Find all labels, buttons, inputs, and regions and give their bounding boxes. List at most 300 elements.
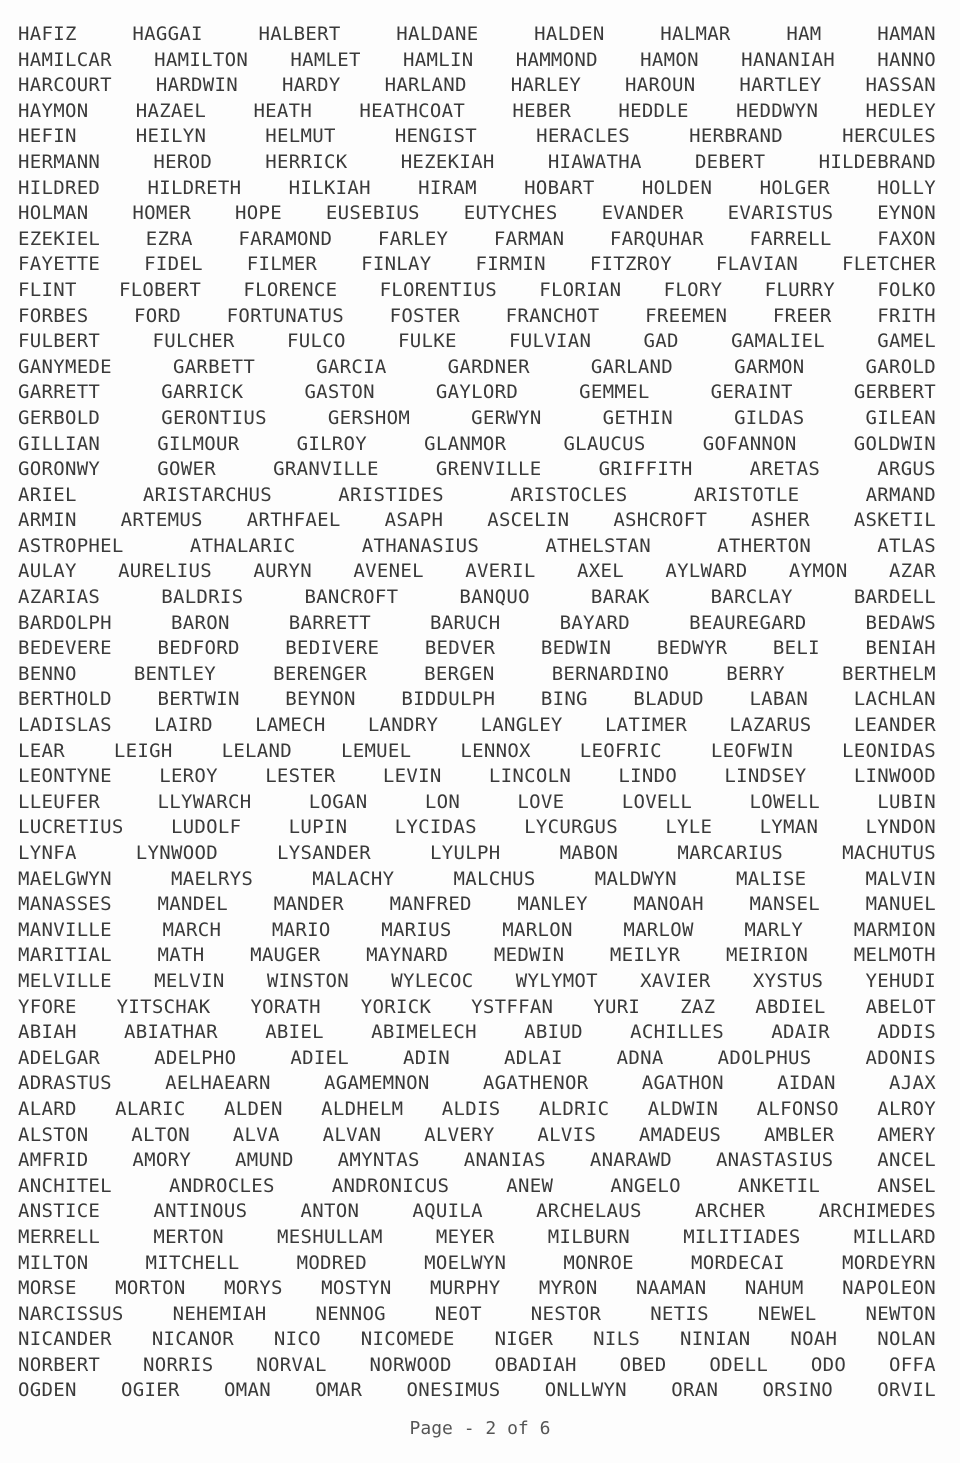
name-line: [18, 1327, 936, 1353]
name-entry: BANCROFT: [304, 586, 399, 609]
name-entry: FOSTER: [389, 304, 461, 327]
name-entry: HOLMAN: [18, 202, 89, 225]
name-entry: LINWOOD: [853, 765, 936, 788]
name-line: [18, 1071, 936, 1097]
name-entry: LLYWARCH: [157, 790, 252, 813]
name-line: [18, 687, 936, 713]
name-entry: LEANDER: [853, 714, 936, 737]
name-entry: ARISTOTLE: [693, 483, 800, 506]
name-entry: ATHALARIC: [189, 534, 296, 557]
name-entry: HAMLET: [290, 48, 361, 71]
name-entry: ALDIS: [441, 1097, 501, 1120]
name-entry: ATHANASIUS: [361, 534, 480, 557]
name-entry: NORBERT: [18, 1353, 101, 1376]
name-entry: ABDIEL: [755, 995, 826, 1018]
name-entry: HILDRED: [18, 176, 101, 199]
name-entry: LYSANDER: [277, 842, 371, 864]
name-entry: FLORIAN: [539, 278, 622, 301]
name-entry: HEDLEY: [865, 99, 936, 122]
name-entry: ADNA: [616, 1046, 664, 1069]
name-entry: HASSAN: [865, 74, 936, 97]
name-entry: MYRON: [538, 1277, 598, 1300]
name-entry: ALDWIN: [647, 1097, 719, 1120]
name-entry: BARRETT: [288, 611, 371, 634]
name-entry: NOAH: [790, 1328, 838, 1351]
name-entry: HALDANE: [396, 23, 479, 45]
name-entry: ONLLWYN: [544, 1379, 627, 1402]
name-entry: ASHER: [751, 509, 810, 532]
name-entry: NARCISSUS: [18, 1302, 124, 1325]
name-entry: GILDAS: [734, 406, 805, 429]
name-entry: AVERIL: [465, 560, 536, 583]
name-entry: BERRY: [726, 662, 785, 685]
name-entry: MANUEL: [865, 893, 936, 916]
name-entry: GILEAN: [865, 406, 936, 429]
name-entry: GARMON: [734, 355, 805, 378]
name-entry: NORWOOD: [369, 1353, 452, 1376]
name-line: [18, 227, 936, 253]
name-entry: OFFA: [888, 1353, 936, 1376]
name-entry: LYMAN: [759, 816, 819, 839]
name-entry: LUBIN: [877, 790, 936, 813]
name-entry: ORAN: [671, 1379, 719, 1402]
name-entry: GLAUCUS: [563, 432, 646, 455]
name-entry: MEDWIN: [493, 944, 565, 967]
name-entry: ALVIS: [537, 1123, 597, 1146]
name-line: [18, 1148, 936, 1174]
name-entry: AZARIAS: [18, 586, 101, 609]
name-entry: MILTON: [18, 1251, 89, 1274]
name-entry: LEIGH: [113, 739, 173, 762]
name-entry: AJAX: [889, 1072, 936, 1095]
name-entry: AELHAEARN: [165, 1072, 271, 1095]
name-entry: NESTOR: [530, 1302, 602, 1325]
name-entry: OBADIAH: [494, 1353, 577, 1376]
name-entry: GANYMEDE: [18, 355, 112, 378]
name-line: [18, 457, 936, 483]
name-entry: HAMON: [640, 48, 699, 71]
name-entry: MARLOW: [623, 918, 694, 941]
name-entry: GARLAND: [590, 355, 674, 378]
name-entry: LAIRD: [154, 714, 213, 737]
name-entry: GILLIAN: [18, 432, 101, 455]
name-line: [18, 1174, 936, 1200]
name-entry: OMAN: [224, 1379, 271, 1402]
name-entry: GOLDWIN: [853, 432, 936, 455]
name-entry: ORVIL: [877, 1379, 936, 1402]
name-entry: ARMAND: [865, 483, 936, 506]
name-entry: LEVIN: [382, 765, 442, 788]
page-number: Page - 2 of 6: [409, 1418, 551, 1439]
name-line: [18, 1097, 936, 1123]
name-entry: ABIAH: [18, 1021, 77, 1044]
name-line: [18, 534, 936, 560]
name-entry: LYLE: [665, 816, 713, 839]
name-entry: HOLDEN: [641, 176, 713, 199]
name-line: [18, 355, 936, 381]
name-line: [18, 1378, 936, 1404]
name-entry: HAROUN: [625, 74, 696, 97]
name-entry: MORYS: [224, 1277, 283, 1300]
name-entry: AMUND: [234, 1149, 294, 1172]
name-entry: GARCIA: [316, 355, 387, 378]
name-entry: YORICK: [360, 995, 432, 1018]
name-entry: HEDDLE: [618, 99, 689, 122]
name-entry: ODELL: [709, 1353, 769, 1376]
name-entry: MALACHY: [312, 867, 395, 890]
name-entry: MELVILLE: [18, 969, 112, 992]
name-entry: GEMMEL: [579, 381, 650, 404]
name-entry: ANKETIL: [737, 1174, 821, 1197]
name-entry: GILROY: [296, 432, 368, 455]
name-entry: NIGER: [494, 1328, 554, 1351]
name-entry: OBED: [619, 1353, 667, 1376]
name-entry: NAAMAN: [636, 1277, 707, 1300]
name-entry: FULKE: [398, 330, 457, 353]
name-entry: MURPHY: [430, 1277, 501, 1300]
name-entry: MARLON: [502, 918, 573, 941]
name-entry: NAHUM: [744, 1277, 804, 1300]
name-entry: GARRETT: [18, 381, 101, 404]
name-entry: ODO: [810, 1353, 847, 1376]
name-entry: FAYETTE: [18, 253, 101, 276]
name-entry: BANQUO: [459, 586, 530, 609]
name-entry: ALTON: [131, 1123, 190, 1146]
name-entry: ALVERY: [424, 1123, 495, 1146]
name-entry: ANCEL: [877, 1149, 936, 1172]
name-entry: ADAIR: [771, 1021, 830, 1044]
name-entry: AQUILA: [412, 1200, 483, 1223]
name-entry: ASCELIN: [487, 509, 570, 532]
name-entry: EUSEBIUS: [325, 202, 420, 225]
name-line: [18, 1020, 936, 1046]
name-entry: ARGUS: [877, 458, 936, 481]
name-entry: LINCOLN: [488, 765, 572, 788]
name-entry: BERENGER: [273, 662, 368, 685]
name-entry: AYLWARD: [665, 560, 748, 583]
name-entry: MILBURN: [547, 1225, 630, 1248]
name-entry: OGIER: [121, 1379, 180, 1402]
name-entry: MELVIN: [154, 969, 225, 992]
name-entry: EZRA: [145, 227, 193, 250]
name-entry: LUDOLF: [170, 816, 242, 839]
name-entry: HILKIAH: [288, 176, 371, 199]
name-entry: ALFONSO: [756, 1097, 839, 1120]
name-entry: GERAINT: [710, 381, 793, 404]
name-entry: AGATHENOR: [482, 1072, 589, 1095]
name-line: [18, 662, 936, 688]
name-entry: ANSTICE: [18, 1200, 101, 1223]
name-entry: FARRELL: [749, 227, 832, 250]
name-entry: LLEUFER: [18, 790, 101, 813]
name-entry: FLORENCE: [243, 278, 338, 301]
name-entry: FLAVIAN: [715, 253, 799, 276]
name-entry: MANVILLE: [18, 918, 112, 941]
name-entry: AGAMEMNON: [323, 1072, 430, 1095]
name-entry: MANLEY: [517, 893, 588, 916]
name-entry: FLURRY: [764, 278, 836, 301]
name-entry: LYULPH: [430, 842, 501, 864]
name-entry: LATIMER: [604, 714, 688, 737]
name-entry: YORATH: [250, 995, 321, 1018]
name-line: [18, 124, 936, 150]
name-entry: MARCH: [162, 918, 222, 941]
name-entry: HEATH: [253, 99, 313, 122]
name-entry: HOLLY: [877, 176, 936, 199]
name-entry: FIRMIN: [475, 253, 546, 276]
name-entry: EZEKIEL: [18, 227, 101, 250]
name-entry: ORSINO: [762, 1379, 833, 1402]
name-line: [18, 1353, 936, 1379]
name-entry: EYNON: [877, 202, 936, 225]
name-entry: MARITIAL: [18, 944, 112, 967]
name-entry: LYCIDAS: [394, 816, 477, 839]
name-line: [18, 201, 936, 227]
name-entry: NEOT: [434, 1302, 482, 1325]
name-entry: FOLKO: [877, 278, 936, 301]
name-entry: MANOAH: [633, 893, 704, 916]
name-line: [18, 636, 936, 662]
name-entry: ARISTOCLES: [510, 483, 628, 506]
name-entry: LEOFWIN: [710, 739, 794, 762]
name-entry: FREEMEN: [645, 304, 728, 327]
name-entry: ADIEL: [290, 1046, 350, 1069]
name-entry: HILDEBRAND: [818, 150, 936, 173]
name-entry: LYNDON: [865, 816, 936, 839]
name-entry: FULVIAN: [509, 330, 592, 353]
name-entry: XAVIER: [640, 969, 711, 992]
name-entry: OMAR: [315, 1379, 363, 1402]
name-entry: GERSHOM: [327, 406, 411, 429]
name-entry: HERACLES: [536, 125, 630, 148]
name-entry: AMFRID: [18, 1149, 89, 1172]
name-entry: ALROY: [877, 1097, 936, 1120]
name-entry: ANTON: [300, 1200, 360, 1223]
name-entry: EUTYCHES: [463, 202, 558, 225]
name-entry: NAPOLEON: [842, 1277, 936, 1300]
name-entry: ADOLPHUS: [717, 1046, 812, 1069]
name-entry: BERTWIN: [157, 688, 240, 711]
name-entry: YFORE: [18, 995, 77, 1018]
name-entry: AMERY: [877, 1123, 936, 1146]
name-entry: MALVIN: [865, 867, 936, 890]
name-entry: ALARIC: [115, 1097, 186, 1120]
name-entry: BEDFORD: [157, 637, 240, 660]
name-entry: ANCHITEL: [18, 1174, 112, 1197]
name-entry: ADRASTUS: [18, 1072, 112, 1095]
name-entry: FLORY: [663, 278, 723, 301]
name-entry: GLANMOR: [424, 432, 507, 455]
name-entry: LUPIN: [288, 816, 348, 839]
name-entry: FORTUNATUS: [226, 304, 344, 327]
name-entry: MILITIADES: [683, 1225, 801, 1248]
name-entry: YEHUDI: [865, 969, 936, 992]
name-entry: FULCO: [287, 330, 346, 353]
name-entry: ABIMELECH: [371, 1021, 477, 1044]
name-entry: LINDSEY: [724, 765, 807, 788]
name-entry: BARON: [171, 611, 230, 634]
name-entry: GOWER: [157, 458, 216, 481]
name-line: [18, 73, 936, 99]
name-line: [18, 406, 936, 432]
name-entry: HEILYN: [135, 125, 207, 148]
name-entry: OGDEN: [18, 1379, 77, 1402]
name-entry: HARCOURT: [18, 74, 112, 97]
name-entry: GERONTIUS: [161, 406, 267, 429]
name-entry: ATHERTON: [717, 534, 812, 557]
name-entry: MESHULLAM: [277, 1225, 383, 1248]
name-entry: BERNARDINO: [551, 662, 670, 685]
name-entry: LOWELL: [749, 790, 820, 813]
name-entry: MORDECAI: [690, 1251, 785, 1274]
name-entry: HARLEY: [510, 74, 582, 97]
name-entry: MORSE: [18, 1277, 77, 1300]
name-entry: AMADEUS: [638, 1123, 722, 1146]
name-entry: LAZARUS: [729, 714, 812, 737]
name-entry: ABIATHAR: [123, 1021, 218, 1044]
name-entry: HALBERT: [258, 23, 341, 45]
name-entry: NETIS: [650, 1302, 709, 1325]
name-entry: FORBES: [18, 304, 89, 327]
name-entry: ANANIAS: [463, 1149, 546, 1172]
name-entry: MONROE: [563, 1251, 634, 1274]
name-entry: BARAK: [590, 586, 650, 609]
name-line: [18, 559, 936, 585]
name-entry: LINDO: [618, 765, 678, 788]
name-entry: YITSCHAK: [116, 995, 211, 1018]
name-entry: FARMAN: [493, 227, 565, 250]
name-entry: MERTON: [153, 1225, 224, 1248]
name-entry: LANGLEY: [480, 714, 563, 737]
name-entry: MARLY: [744, 918, 804, 941]
name-entry: ANSEL: [877, 1174, 936, 1197]
name-entry: ALVA: [232, 1123, 280, 1146]
name-entry: NICOMEDE: [360, 1328, 455, 1351]
name-line: [18, 483, 936, 509]
name-entry: ASTROPHEL: [18, 534, 124, 557]
name-entry: ADELGAR: [18, 1046, 101, 1069]
name-entry: GARRICK: [161, 381, 244, 404]
name-entry: WYLYMOT: [515, 969, 598, 992]
name-entry: MALISE: [735, 867, 807, 890]
name-line: [18, 329, 936, 355]
name-line: [18, 22, 936, 48]
name-entry: GRIFFITH: [598, 458, 693, 481]
name-entry: LEONIDAS: [842, 739, 936, 762]
name-entry: NINIAN: [680, 1328, 751, 1351]
name-entry: BARDELL: [853, 586, 936, 609]
name-entry: FORD: [134, 304, 181, 327]
name-entry: ARMIN: [18, 509, 77, 532]
name-entry: MARIUS: [381, 918, 452, 941]
name-entry: ANASTASIUS: [715, 1149, 834, 1172]
name-entry: ANARAWD: [589, 1149, 673, 1172]
name-entry: BARUCH: [430, 611, 501, 634]
name-entry: ARIEL: [18, 483, 77, 506]
name-entry: NENNOG: [315, 1302, 386, 1325]
name-entry: HARTLEY: [739, 74, 822, 97]
name-entry: MALCHUS: [453, 867, 536, 890]
name-entry: MODRED: [296, 1251, 368, 1274]
name-entry: HOBART: [524, 176, 595, 199]
name-line: [18, 1302, 936, 1328]
name-entry: HALMAR: [660, 23, 731, 45]
name-entry: XYSTUS: [752, 969, 824, 992]
name-entry: NEWTON: [865, 1302, 936, 1325]
name-entry: ANTINOUS: [153, 1200, 248, 1223]
name-entry: FIDEL: [144, 253, 203, 276]
name-entry: MARMION: [853, 918, 936, 941]
name-entry: FARLEY: [377, 227, 449, 250]
name-entry: BEDVER: [424, 637, 496, 660]
name-list: [18, 22, 936, 1404]
name-entry: HERMANN: [18, 150, 101, 173]
name-entry: GERBOLD: [18, 406, 101, 429]
name-entry: NOLAN: [877, 1328, 936, 1351]
name-line: [18, 943, 936, 969]
name-entry: LEROY: [159, 765, 218, 788]
name-entry: HERBRAND: [689, 125, 783, 148]
name-entry: MORTON: [115, 1277, 186, 1300]
name-line: [18, 1276, 936, 1302]
name-entry: HAMILTON: [154, 48, 249, 71]
name-line: [18, 790, 936, 816]
name-entry: ADELPHO: [154, 1046, 237, 1069]
name-entry: ALDHELM: [321, 1097, 404, 1120]
name-line: [18, 841, 936, 867]
name-entry: ADIN: [403, 1046, 450, 1069]
name-entry: LESTER: [265, 765, 336, 788]
name-entry: HEATHCOAT: [359, 99, 466, 122]
name-entry: HEZEKIAH: [400, 150, 495, 173]
name-entry: FARAMOND: [238, 227, 333, 250]
name-entry: AXEL: [577, 560, 624, 583]
name-entry: ALDRIC: [538, 1097, 610, 1120]
name-entry: HENGIST: [394, 125, 477, 148]
name-entry: GAYLORD: [435, 381, 519, 404]
name-entry: BERTHOLD: [18, 688, 112, 711]
name-entry: ABELOT: [865, 995, 936, 1018]
name-entry: GAMEL: [877, 330, 936, 353]
name-entry: MABON: [559, 842, 619, 864]
name-entry: HERCULES: [842, 125, 936, 148]
name-line: [18, 99, 936, 125]
name-entry: GARDNER: [447, 355, 530, 378]
name-entry: ALSTON: [18, 1123, 89, 1146]
name-entry: EVARISTUS: [727, 202, 834, 225]
name-entry: MEILYR: [609, 944, 681, 967]
name-entry: GARBETT: [172, 355, 256, 378]
name-entry: FLINT: [18, 278, 77, 301]
name-entry: HANANIAH: [741, 48, 836, 71]
name-entry: AZAR: [888, 560, 936, 583]
name-entry: LADISLAS: [18, 714, 112, 737]
name-entry: MELMOTH: [853, 944, 936, 967]
name-entry: ASHCROFT: [613, 509, 708, 532]
name-entry: GETHIN: [602, 406, 674, 429]
name-line: [18, 508, 936, 534]
name-entry: MANFRED: [389, 893, 472, 916]
name-line: [18, 1199, 936, 1225]
name-entry: LEONTYNE: [18, 765, 112, 788]
name-entry: AULAY: [18, 560, 77, 583]
name-entry: LEAR: [18, 739, 65, 762]
name-entry: LABAN: [749, 688, 809, 711]
name-entry: LOGAN: [308, 790, 368, 813]
name-line: [18, 713, 936, 739]
name-entry: LYNFA: [18, 842, 77, 864]
name-entry: ADONIS: [865, 1046, 936, 1069]
